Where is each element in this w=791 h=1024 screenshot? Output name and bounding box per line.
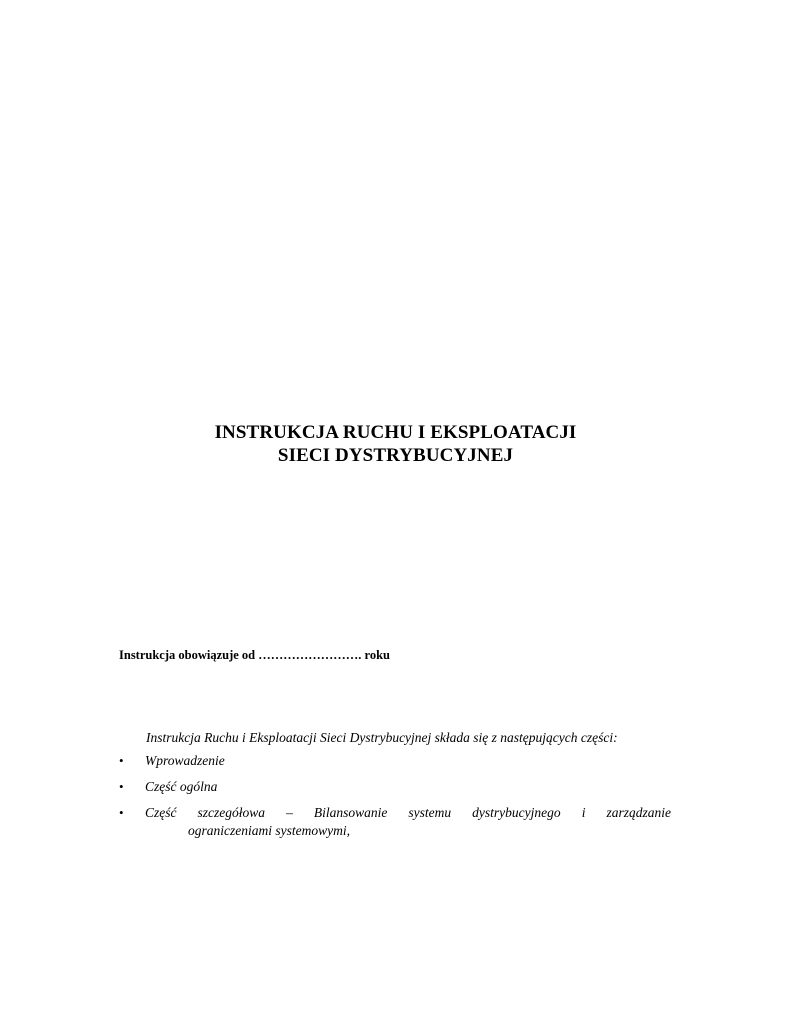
validity-date-line: Instrukcja obowiązuje od ……………………. roku	[119, 648, 390, 662]
list-item-label: Część szczegółowa – Bilansowanie systemu dystrybucyjnego i zarządzanie	[145, 805, 671, 820]
list-item-czesc-ogolna	[119, 778, 671, 795]
list-item-wprowadzenie	[119, 752, 671, 769]
parts-intro-text: Instrukcja Ruchu i Eksploatacji Sieci Dystrybucyjnej składa się z następujących części:	[146, 730, 618, 745]
title-line-2: SIECI DYSTRYBUCYJNEJ	[277, 445, 514, 466]
bullet-icon: •	[119, 805, 124, 820]
list-item-label: Wprowadzenie	[145, 753, 225, 768]
list-item-label: Część ogólna	[145, 779, 218, 794]
list-item-continuation: ograniczeniami systemowymi,	[188, 823, 350, 838]
bullet-icon: •	[119, 753, 124, 768]
list-item-czesc-szczegolowa	[119, 804, 671, 821]
bullet-icon: •	[119, 779, 124, 794]
title-line-1: INSTRUKCJA RUCHU I EKSPLOATACJI	[214, 422, 577, 443]
document-title	[0, 421, 791, 467]
